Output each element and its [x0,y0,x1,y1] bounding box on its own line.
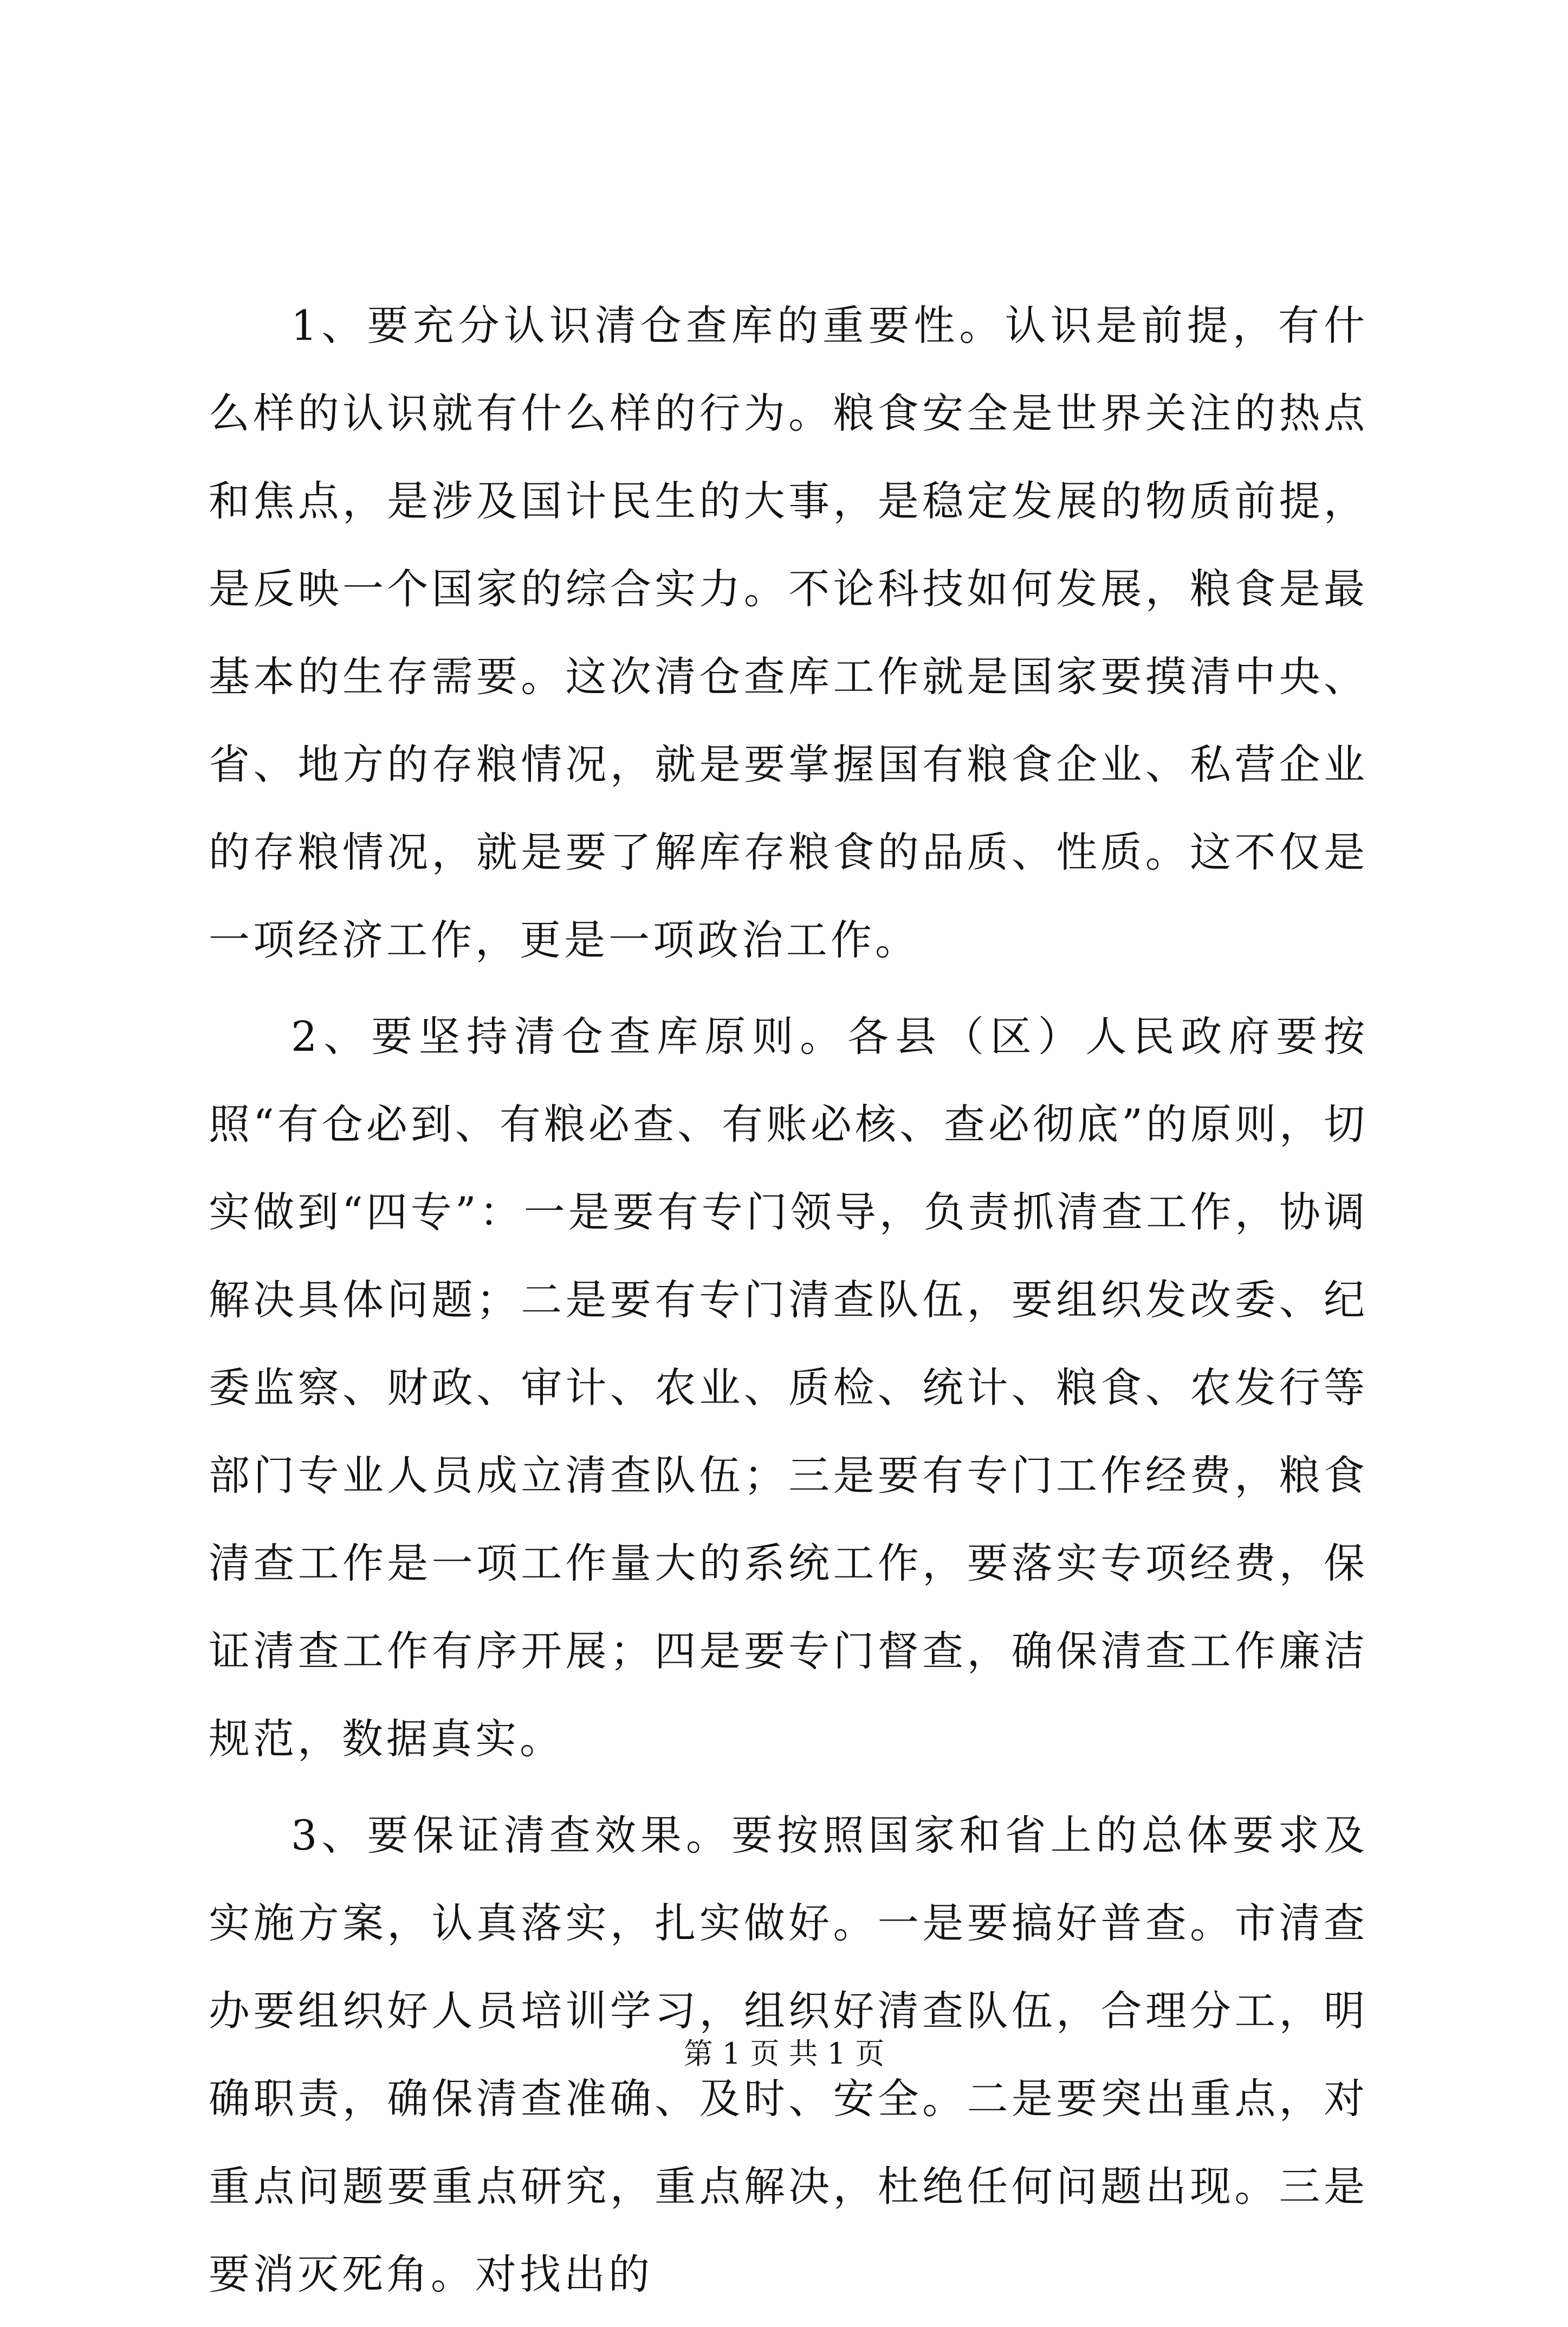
page-number-footer: 第 1 页 共 1 页 [683,2037,885,2071]
paragraph-2: 2、要坚持清仓查库原则。各县（区）人民政府要按照“有仓必到、有粮必查、有账必核、查必彻底”的原则，切实做到“四专”：一是要有专门领导，负责抓清查工作，协调解决具体问题；二是要有专门清查队伍，要组织发改委、纪委监察、财政、审计、农业、质检、统计、粮食、农发行等部门专业人员成立清查队伍；三是要有专门工作经费，粮食清查工作是一项工作量大的系统工作，要落实专项经费，保证清查工作有序开展；四是要专门督查，确保清查工作廉洁规范，数据真实。 [209,1012,1368,1763]
paragraph-3: 3、要保证清查效果。要按照国家和省上的总体要求及实施方案，认真落实，扎实做好。一是要搞好普查。市清查办要组织好人员培训学习，组织好清查队伍，合理分工，明确职责，确保清查准确、及时、安全。二是要突出重点，对重点问题要重点研究，重点解决，杜绝任何问题出现。三是要消灭死角。对找出的 [209,1811,1368,2298]
paragraph-1: 1、要充分认识清仓查库的重要性。认识是前提，有什么样的认识就有什么样的行为。粮食安全是世界关注的热点和焦点，是涉及国计民生的大事，是稳定发展的物质前提，是反映一个国家的综合实力。不论科技如何发展，粮食是最基本的生存需要。这次清仓查库工作就是国家要摸清中央、省、地方的存粮情况，就是要掌握国有粮食企业、私营企业的存粮情况，就是要了解库存粮食的品质、性质。这不仅是一项经济工作，更是一项政治工作。 [209,301,1368,964]
document-body [209,282,1368,2327]
